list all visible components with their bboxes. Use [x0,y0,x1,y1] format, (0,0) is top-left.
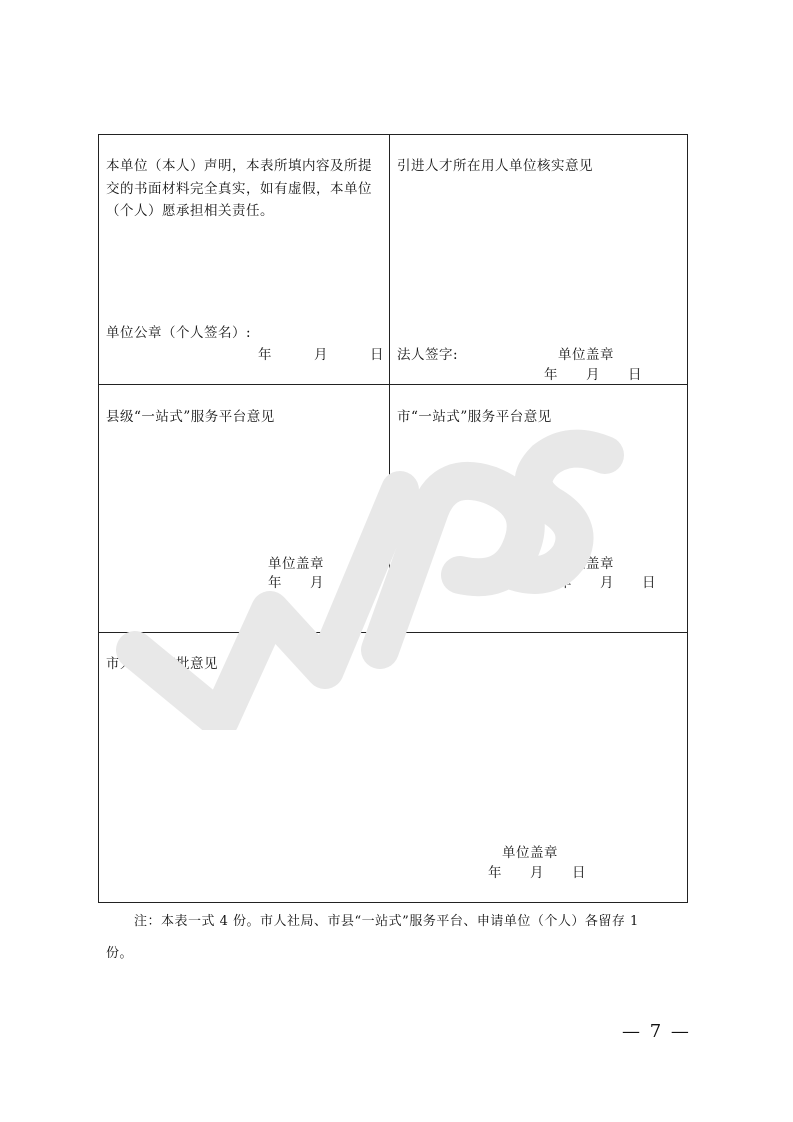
employer-review-title: 引进人才所在用人单位核实意见 [397,158,593,174]
declaration-line-3: （个人）愿承担相关责任。 [106,203,274,219]
table-left-border [98,134,99,903]
employer-date: 年 月 日 [544,367,642,383]
table-row-divider-2 [98,632,688,633]
table-column-divider [389,134,390,633]
page-number: — 7 — [622,1021,691,1042]
hr-bureau-seal: 单位盖章 [502,845,558,861]
hr-bureau-title: 市人社局审批意见 [106,656,218,672]
note-line-2: 份。 [106,946,134,961]
table-row-divider-1 [98,384,688,385]
city-platform-title: 市“一站式”服务平台意见 [397,409,552,425]
watermark-p-shape [380,481,526,650]
declaration-line-2: 交的书面材料完全真实，如有虚假，本单位 [106,181,372,197]
county-date: 年 月 日 [268,575,366,591]
declaration-line-1: 本单位（本人）声明，本表所填内容及所提 [106,158,372,174]
table-bottom-border [98,902,688,903]
hr-bureau-date: 年 月 日 [488,865,586,881]
declaration-date: 年 月 日 [258,347,384,363]
employer-legal-sign: 法人签字: [397,347,459,363]
county-seal: 单位盖章 [268,556,324,572]
county-platform-title: 县级“一站式”服务平台意见 [106,409,275,425]
employer-seal: 单位盖章 [558,347,614,363]
watermark-w-shape [135,490,400,720]
city-seal: 单位盖章 [558,556,614,572]
table-top-border [98,134,688,135]
table-right-border [687,134,688,903]
note-line-1: 注：本表一式 4 份。市人社局、市县“一站式”服务平台、申请单位（个人）各留存 1 [134,914,639,929]
declaration-seal-label: 单位公章（个人签名）: [106,325,252,341]
city-date: 年 月 日 [558,575,656,591]
